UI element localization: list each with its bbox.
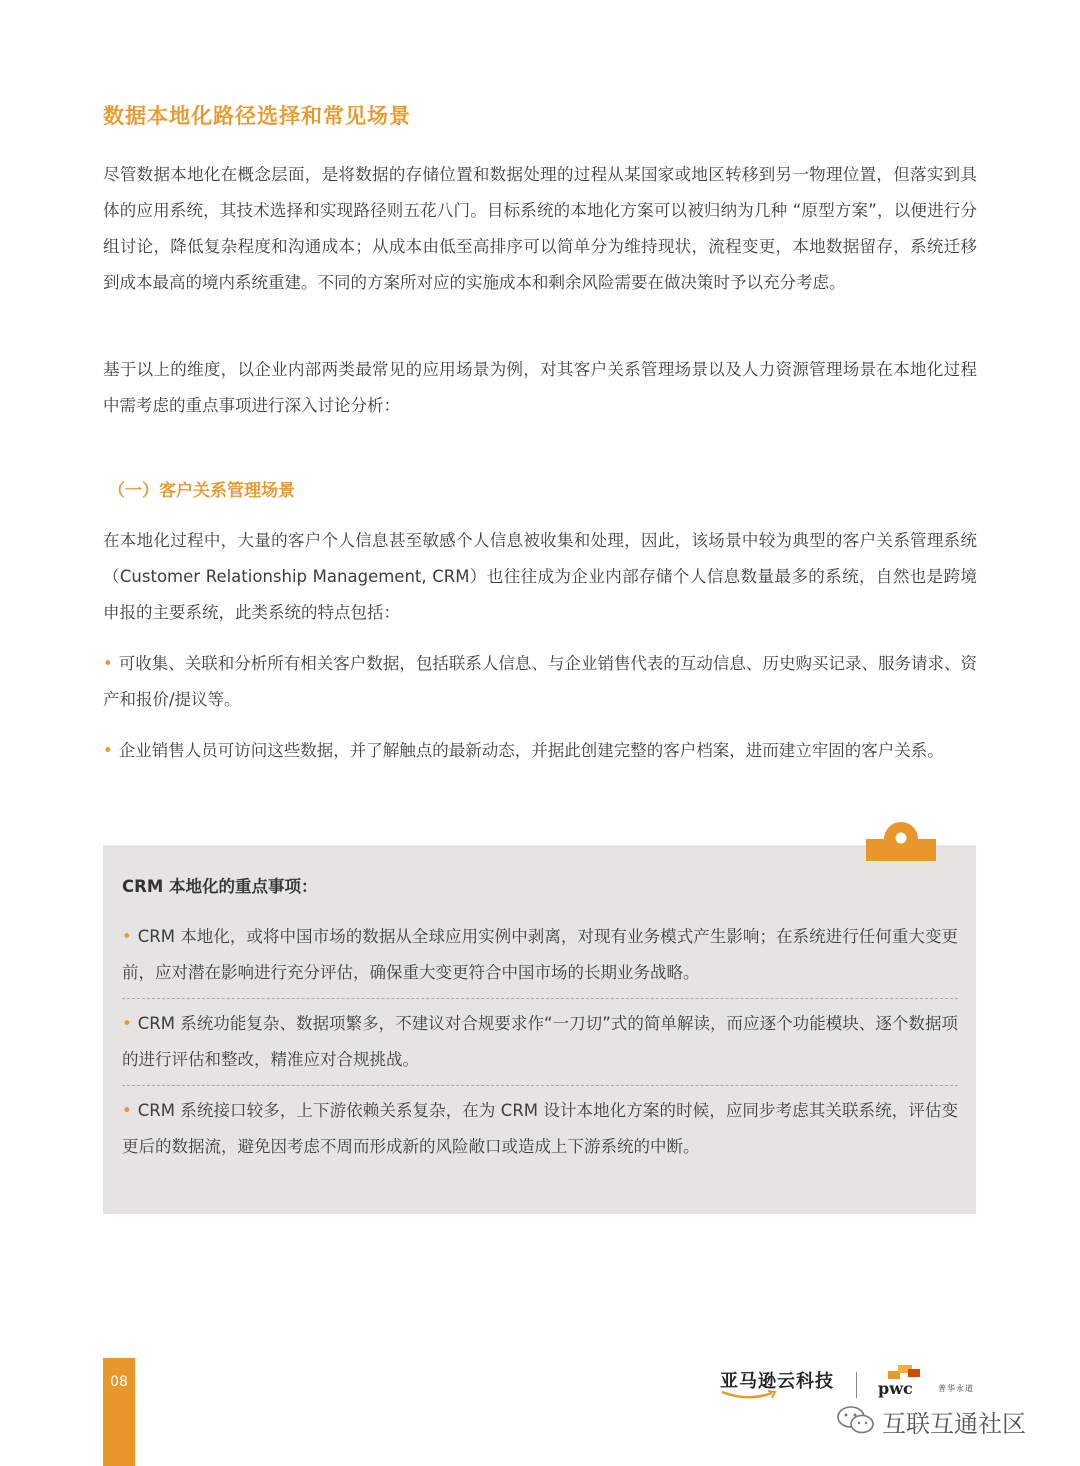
pwc-logo-text: pwc	[878, 1379, 913, 1398]
page-number-tab	[103, 1358, 135, 1466]
list-item-text: 可收集、关联和分析所有相关客户数据，包括联系人信息、与企业销售代表的互动信息、历史购买记录、服务请求、资产和报价/提议等。	[103, 654, 977, 709]
callout-heading: CRM 本地化的重点事项：	[122, 877, 318, 896]
page-title: 数据本地化路径选择和常见场景	[103, 104, 411, 128]
bullet-icon: •	[122, 927, 132, 946]
bullet-icon: •	[122, 1014, 132, 1033]
dashed-divider	[122, 1085, 958, 1086]
aws-logo-text: 亚马逊云科技	[720, 1371, 834, 1392]
list-item-text: 企业销售人员可访问这些数据，并了解触点的最新动态，并据此创建完整的客户档案，进而建立牢固的客户关系。	[118, 741, 944, 760]
bullet-icon: •	[103, 741, 113, 760]
callout-box	[103, 845, 976, 1214]
pwc-chinese-name: 普华永道	[938, 1384, 974, 1393]
callout-item	[122, 1006, 958, 1078]
callout-item	[122, 1093, 958, 1165]
pwc-logo	[878, 1363, 978, 1403]
bullet-icon: •	[103, 654, 113, 673]
intro-paragraph-1: 尽管数据本地化在概念层面，是将数据的存储位置和数据处理的过程从某国家或地区转移到另一物理位置，但落实到具体的应用系统，其技术选择和实现路径则五花八门。目标系统的本地化方案可以被归纳为几种 “原型方案”，以便进行分组讨论，降低复杂程度和沟通成本；从成本由低至高排序可以简单分为维持现状，流程变更，本地数据留存，系统迁移到成本最高的境内系统重建。不同的方案所对应的实施成本和剩余风险需要在做决策时予以充分考虑。	[103, 165, 977, 292]
intro-paragraph-2: 基于以上的维度，以企业内部两类最常见的应用场景为例，对其客户关系管理场景以及人力资源管理场景在本地化过程中需考虑的重点事项进行深入讨论分析：	[103, 360, 977, 415]
logo-divider	[856, 1372, 857, 1398]
callout-item-text: CRM 本地化，或将中国市场的数据从全球应用实例中剥离，对现有业务模式产生影响；在系统进行任何重大变更前，应对潜在影响进行充分评估，确保重大变更符合中国市场的长期业务战略。	[122, 927, 958, 982]
list-item	[103, 733, 977, 769]
callout-item-text: CRM 系统功能复杂、数据项繁多，不建议对合规要求作“一刀切”式的简单解读，而应逐个功能模块、逐个数据项的进行评估和整改，精准应对合规挑战。	[122, 1014, 958, 1069]
list-item	[103, 646, 977, 718]
aws-logo	[720, 1367, 834, 1393]
section-heading: （一）客户关系管理场景	[108, 481, 295, 501]
watermark	[836, 1404, 1026, 1440]
section-intro: 在本地化过程中，大量的客户个人信息甚至敏感个人信息被收集和处理，因此，该场景中较为典型的客户关系管理系统（Customer Relationship Management, CRM）也往往成为企业内部存储个人信息数量最多的系统，自然也是跨境申报的主要系统，此类系统的特点包括：	[103, 531, 977, 622]
dashed-divider	[122, 998, 958, 999]
callout-item-text: CRM 系统接口较多，上下游依赖关系复杂，在为 CRM 设计本地化方案的时候，应同步考虑其关联系统，评估变更后的数据流，避免因考虑不周而形成新的风险敞口或造成上下游系统的中断。	[122, 1101, 958, 1156]
watermark-text: 互联互通社区	[882, 1410, 1026, 1438]
page-number: 08	[110, 1374, 128, 1390]
aws-smile-icon	[720, 1389, 780, 1401]
callout-item	[122, 919, 958, 991]
bullet-icon: •	[122, 1101, 132, 1120]
padlock-icon	[866, 820, 936, 862]
wechat-icon	[836, 1404, 876, 1436]
